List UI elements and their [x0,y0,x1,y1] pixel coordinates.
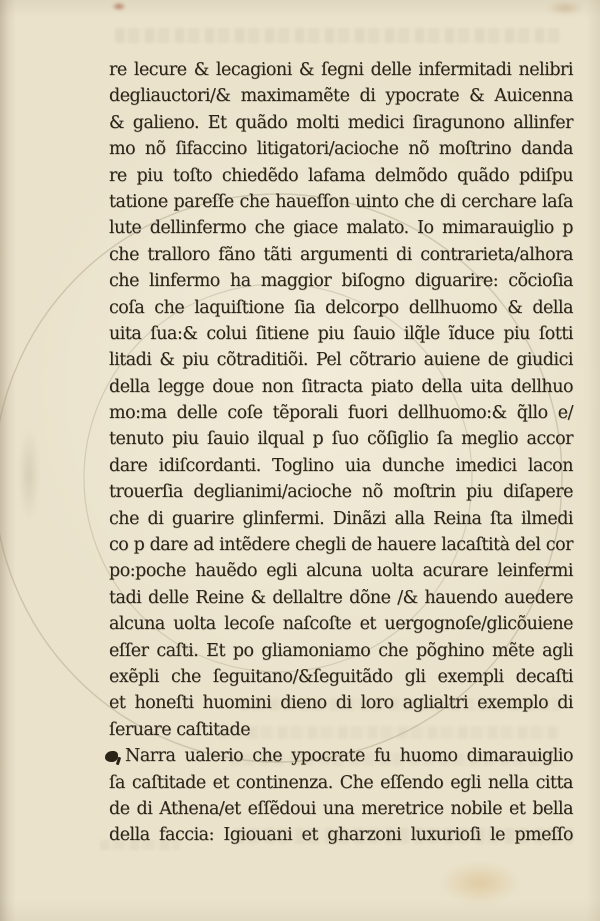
text-line-content: che di guarire glinfermi. Dinãzi alla Reina ſta ilmedi [109,508,573,529]
text-line-content: exẽpli che ſeguitano/&ſeguitãdo gli exempli decaſti [109,666,573,687]
text-line [109,57,573,83]
text-line [109,585,573,611]
paper-stain [440,862,520,904]
text-line [109,717,573,743]
text-line [109,453,573,479]
text-line [109,136,573,162]
text-line [109,321,573,347]
text-line [109,400,573,426]
text-line [109,479,573,505]
text-line-content: et honeſti huomini dieno di loro aglialtri exemplo di [109,693,573,714]
text-line-content: degliauctori/& maximamẽte di ypocrate & Auicenna [109,86,573,107]
text-line [109,426,573,452]
text-line-content: lute dellinfermo che giace malato. Io mimarauiglio p [109,218,573,239]
text-line [109,242,573,268]
text-line [109,796,573,822]
text-line-content: tatione pareſſe che haueſſon uinto che di cerchare laſa [109,191,573,212]
text-line [109,374,573,400]
text-line-content: re piu toſto chiedẽdo lafama delmõdo quãdo pdiſpu [109,165,573,186]
text-line [109,268,573,294]
text-line [109,83,573,109]
text-line-content: po:poche hauẽdo egli alcuna uolta acurare leinfermi [109,561,573,582]
text-line [109,611,573,637]
text-line-content: tadi delle Reine & dellaltre dõne /& hauendo auedere [109,587,573,608]
paper-stain [20,430,38,520]
text-line-content: & galieno. Et quãdo molti medici ſiragunono allinfer [109,112,573,133]
text-line [109,347,573,373]
text-line-content: coſa che laquiſtione ſia delcorpo dellhuomo & della [109,297,573,318]
text-line [109,532,573,558]
paper-stain [112,2,126,11]
text-line-content: della faccia: Igiouani et gharzoni luxurioſi le pmeſſo [109,825,573,846]
text-line-content: della legge doue non ſitracta piato della uita dellhuo [109,376,573,397]
text-line-content: de di Athena/et eſſẽdoui una meretrice nobile et bella [109,798,573,819]
text-line-content: mo nõ ſifaccino litigatori/acioche nõ moſtrino danda [109,139,573,160]
text-line-content: dare idiſcordanti. Toglino uia dunche imedici lacon [109,455,573,476]
text-line [109,638,573,664]
text-line [109,558,573,584]
paragraph-mark-icon [105,751,118,762]
text-line-content: ſeruare caſtitade [109,719,251,740]
text-line [109,215,573,241]
text-line [109,690,573,716]
text-line [109,664,573,690]
text-line-content: che tralloro fãno tãti argumenti di contrarieta/alhora [109,244,573,265]
text-line-content: Narra ualerio che ypocrate fu huomo dimarauiglio [125,746,573,767]
text-line [109,770,573,796]
text-line-content: litadi & piu cõtraditiõi. Pel cõtrario auiene de giudici [109,350,573,371]
bleedthrough-smudge [115,28,560,43]
text-line [109,163,573,189]
text-line-content: eſſer caſti. Et po gliamoniamo che põghino mẽte agli [109,640,573,661]
text-line [109,189,573,215]
text-line [109,110,573,136]
paper-stain [548,2,582,14]
text-line-content: alcuna uolta lecoſe naſcoſte et uergognoſe/glicõuiene [109,614,573,635]
text-line [109,743,573,769]
text-line-content: che linfermo ha maggior biſogno diguarire: cõcioſia [109,271,573,292]
text-line-content: uita ſua:& colui ſitiene piu ſauio ilq̃le ĩduce piu ſotti [109,323,573,344]
text-line [109,506,573,532]
text-line-content: mo:ma delle coſe tẽporali fuori dellhuomo:& q̃llo e/ [109,403,573,424]
text-line [109,295,573,321]
text-block [109,57,573,849]
text-line-content: co p dare ad intẽdere chegli de hauere lacaſtità del cor [109,535,573,556]
text-line-content: trouerſia deglianimi/acioche nõ moſtrin piu diſapere [109,482,573,503]
text-line-content: tenuto piu ſauio ilqual p ſuo cõſiglio ſa meglio accor [109,429,573,450]
text-line-content: re lecure & lecagioni & ſegni delle infermitadi nelibri [109,60,573,80]
text-line [109,822,573,848]
text-line-content: ſa caſtitade et continenza. Che eſſendo egli nella citta [109,772,573,793]
